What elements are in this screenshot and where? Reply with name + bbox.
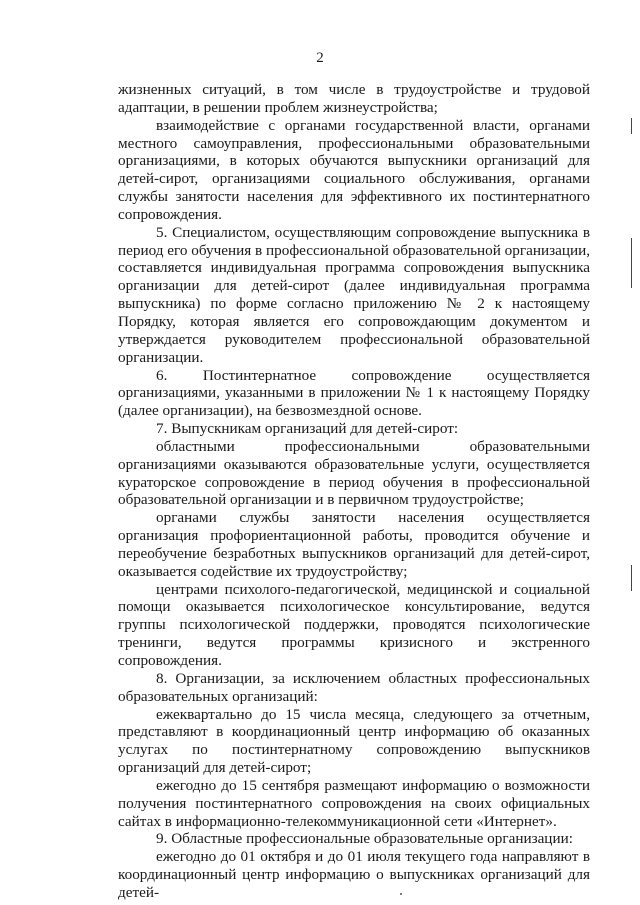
- paragraph: жизненных ситуаций, в том числе в трудоустройстве и трудовой адаптации, в решении проблем жизнеустройства;: [118, 81, 590, 116]
- paragraph: ежеквартально до 15 числа месяца, следующего за отчетным, представляют в координационный центр информацию об оказанных услугах по постинтернатному сопровождению выпускников организаций для детей-сирот;: [118, 705, 590, 777]
- paragraph: ежегодно до 01 октября и до 01 июля текущего года направляют в координационный центр информацию о выпускниках организаций для детей-: [118, 848, 590, 901]
- scan-speck: [400, 893, 402, 895]
- page-number: 2: [316, 50, 324, 66]
- paragraph: 9. Областные профессиональные образовательные организации:: [156, 830, 573, 848]
- scan-edge-mark: [631, 118, 632, 134]
- scan-edge-mark: [631, 238, 632, 288]
- scan-edge-mark: [631, 565, 632, 591]
- paragraph: взаимодействие с органами государственной власти, органами местного самоуправления, профессиональными образовательными организациями, в которых обучаются выпускники организаций для детей-сирот, организациями социального обслуживания, органами службы занятости населения для эффективного их постинтернатного сопровождения.: [118, 116, 590, 223]
- paragraph: 8. Организации, за исключением областных профессиональных образовательных организаций:: [118, 669, 590, 705]
- paragraph: 5. Специалистом, осуществляющим сопровождение выпускника в период его обучения в профессиональной образовательной организации, составляется индивидуальная программа сопровождения выпускника организации для детей-сирот (далее индивидуальная программа выпускника) по форме согласно приложению № 2 к настоящему Порядку, которая является его сопровождающим документом и утверждается руководителем профессиональной образовательной организации.: [118, 223, 590, 366]
- document-body: [118, 81, 590, 902]
- paragraph: 6. Постинтернатное сопровождение осуществляется организациями, указанными в приложении № 1 к настоящему Порядку (далее организации), на безвозмездной основе.: [118, 366, 590, 420]
- paragraph: органами службы занятости населения осуществляется организация профориентационной работы, проводится обучение и переобучение безработных выпускников организаций для детей-сирот, оказывается содействие их трудоустройству;: [118, 509, 590, 580]
- paragraph: центрами психолого-педагогической, медицинской и социальной помощи оказывается психологическое консультирование, ведутся группы психологической поддержки, проводятся психологические тренинги, ведутся программы кризисного и экстренного сопровождения.: [118, 580, 590, 669]
- paragraph: ежегодно до 15 сентября размещают информацию о возможности получения постинтернатного сопровождения на своих официальных сайтах в информационно-телекоммуникационной сети «Интернет».: [118, 776, 590, 830]
- paragraph: областными профессиональными образовательными организациями оказываются образовательные услуги, осуществляется кураторское сопровождение в период обучения в профессиональной образовательной организации и в первичном трудоустройстве;: [118, 437, 590, 509]
- paragraph: 7. Выпускникам организаций для детей-сирот:: [156, 420, 459, 438]
